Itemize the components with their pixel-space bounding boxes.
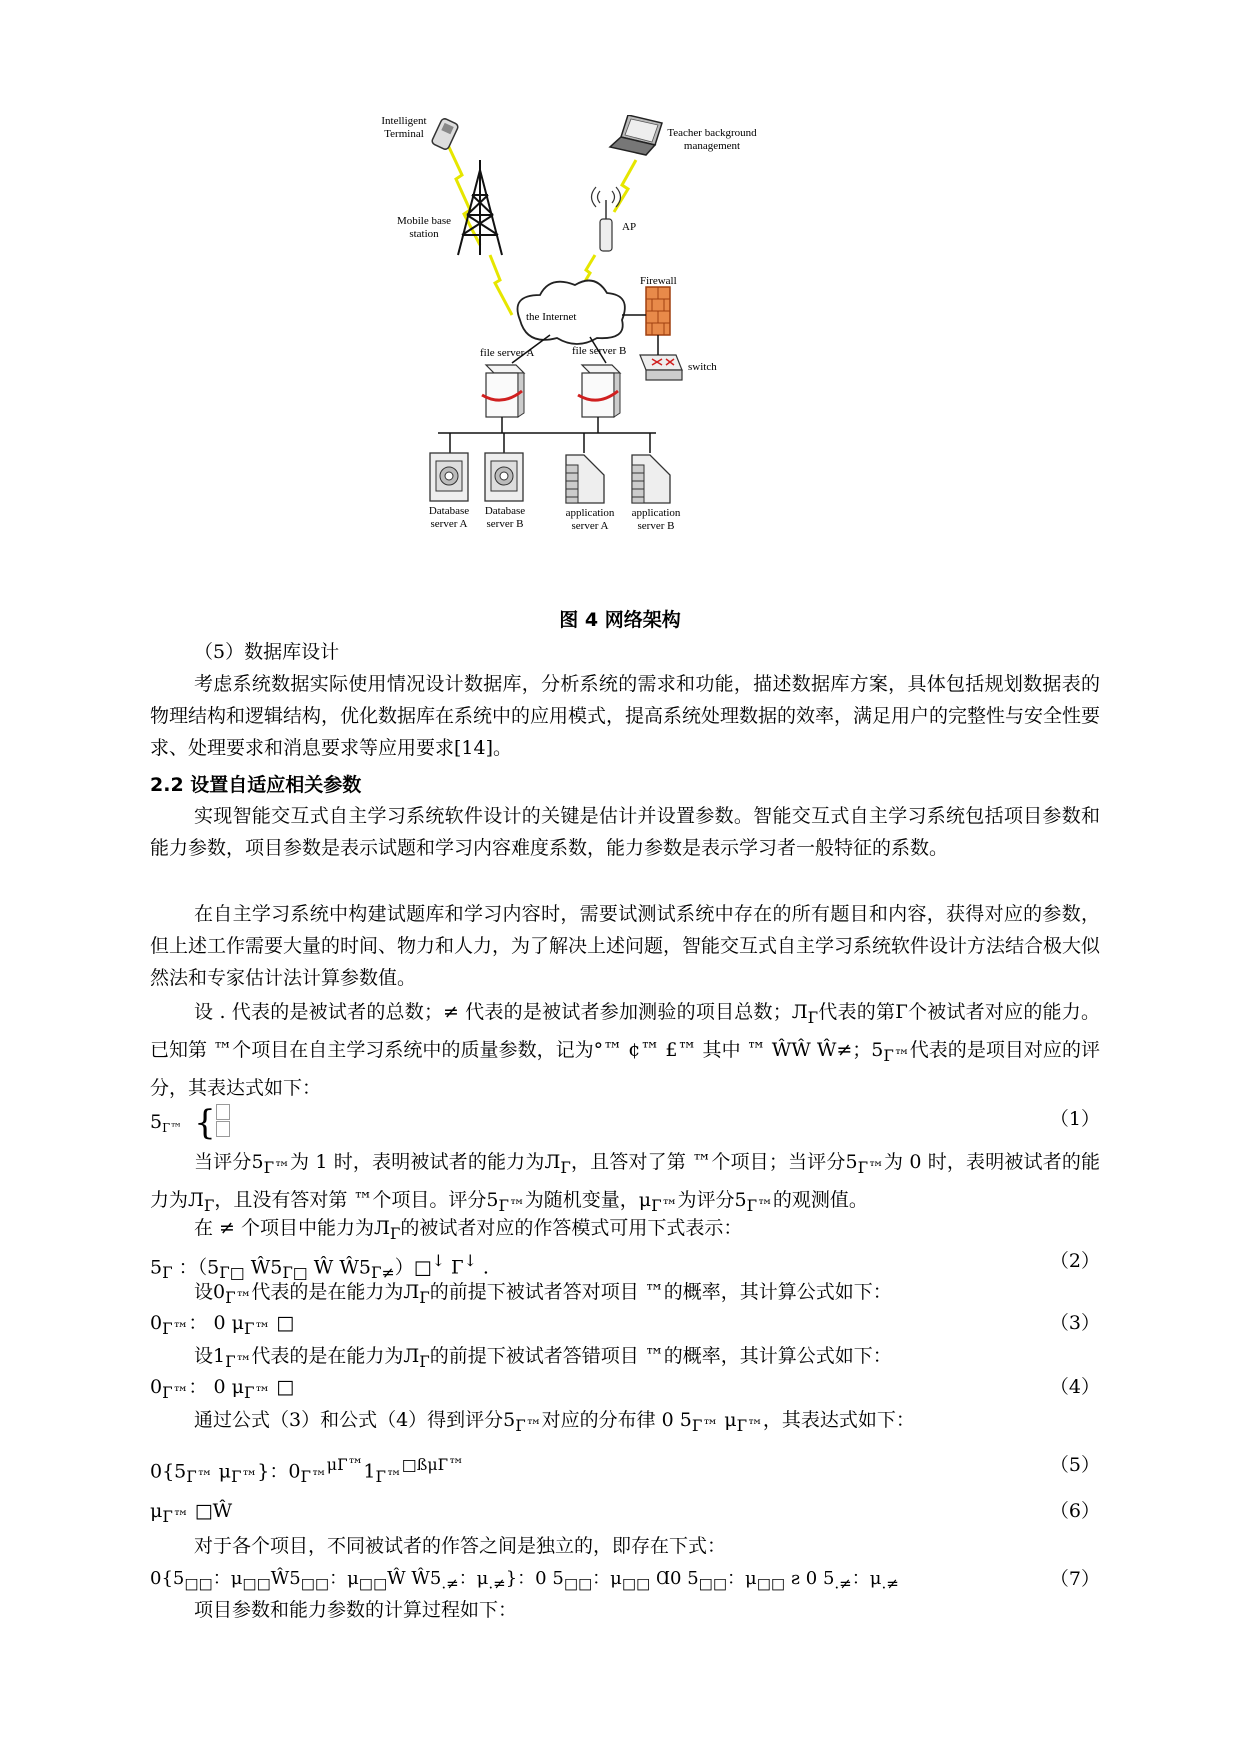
equation-1-body: $5_{Г™}$ { bbox=[150, 1104, 230, 1143]
equation-6-number: （6） bbox=[1049, 1500, 1100, 1522]
equation-1-number: （1） bbox=[1049, 1108, 1100, 1130]
application-server-a-icon bbox=[566, 455, 604, 503]
section-heading-2-2: 2.2 设置自适应相关参数 bbox=[150, 774, 362, 796]
equation-2-number: （2） bbox=[1049, 1250, 1100, 1272]
paragraph-score-meaning: 当评分$5_{Г™}$为 1 时，表明被试者的能力为$Л_Г$，且答对了第 ™个项目；当评分$5_{Г™}$为 0 时，表明被试者的能力为$Л_Г$，且没有答对第 ™个项目。评分$5_{Г™}$为随机变量，$\mu_{Г™}$为评分$5_{Г™}$的观测值。 bbox=[150, 1151, 1101, 1215]
label-intelligent-terminal: Intelligent Terminal bbox=[381, 115, 427, 140]
label-application-server-a: application server A bbox=[565, 507, 615, 532]
label-firewall: Firewall bbox=[640, 275, 677, 287]
laptop-icon bbox=[610, 115, 662, 155]
label-ap: AP bbox=[622, 221, 637, 233]
equation-2-body: $5_Г$ ：（$5_{Г□}$ $Ŵ5_{Г□}$ Ŵ $Ŵ5_{Г\ne})□^↓$ Г↓ . bbox=[150, 1251, 489, 1283]
paragraph-test-bank: 在自主学习系统中构建试题库和学习内容时，需要试测试系统中存在的所有题目和内容，获得对应的参数，但上述工作需要大量的时间、物力和人力，为了解决上述问题，智能交互式自主学习系统软件设计方法结合极大似然法和专家估计法计算参数值。 bbox=[150, 903, 1101, 989]
equation-3-body: $0_{Г™}$： 0 $\mu_{Г™}$ □ bbox=[150, 1312, 295, 1338]
paragraph-correct-probability: 设$0_{Г™}$代表的是在能力为$Л_Г$的前提下被试者答对项目 ™的概率，其计算公式如下： bbox=[194, 1281, 892, 1307]
equation-6 bbox=[150, 1496, 1100, 1526]
file-server-b-icon bbox=[578, 365, 620, 417]
equation-4-number: （4） bbox=[1049, 1376, 1100, 1398]
database-server-a-icon bbox=[430, 453, 468, 501]
label-file-server-b: file server B bbox=[572, 345, 627, 357]
database-server-b-icon bbox=[485, 453, 523, 501]
figure-caption: 图 4 网络架构 bbox=[559, 609, 681, 631]
label-switch: switch bbox=[688, 361, 717, 373]
firewall-icon bbox=[646, 287, 670, 335]
paragraph-response-pattern: 在 ≠ 个项目中能力为$Л_Г$的被试者对应的作答模式可用下式表示： bbox=[194, 1217, 743, 1243]
phone-icon bbox=[431, 118, 459, 151]
file-server-a-icon bbox=[482, 365, 524, 417]
access-point-icon bbox=[592, 187, 621, 251]
wireless-link-base bbox=[490, 255, 512, 315]
paragraph-definitions: 设 . 代表的是被试者的总数；≠ 代表的是被试者参加测验的项目总数；$Л_Г$代表的第Г个被试者对应的能力。已知第 ™个项目在自主学习系统中的质量参数，记为°™ ¢™ £™ 其中 ™ ŴŴ Ŵ≠；$5_{Г™}$代表的是项目对应的评分，其表达式如下： bbox=[150, 1001, 1100, 1099]
equation-2 bbox=[150, 1246, 1100, 1283]
label-application-server-b: application server B bbox=[631, 507, 681, 532]
cell-tower-icon bbox=[458, 160, 502, 255]
label-database-server-a: Database server A bbox=[428, 505, 470, 530]
label-database-server-b: Database server B bbox=[484, 505, 526, 530]
equation-5 bbox=[150, 1450, 1100, 1487]
paragraph-calculation: 项目参数和能力参数的计算过程如下： bbox=[194, 1599, 518, 1621]
label-mobile-base-station: Mobile base station bbox=[396, 215, 452, 240]
label-internet: the Internet bbox=[526, 311, 577, 323]
network-architecture-figure bbox=[381, 115, 860, 605]
equation-1 bbox=[150, 1103, 1100, 1143]
wireless-link-teacher bbox=[614, 160, 636, 212]
application-server-b-icon bbox=[632, 455, 670, 503]
equation-7-number: （7） bbox=[1049, 1568, 1100, 1590]
paragraph-wrong-probability: 设$1_{Г™}$代表的是在能力为$Л_Г$的前提下被试者答错项目 ™的概率，其计算公式如下： bbox=[194, 1345, 892, 1371]
paragraph-database: 考虑系统数据实际使用情况设计数据库，分析系统的需求和功能，描述数据库方案，具体包括规划数据表的物理结构和逻辑结构，优化数据库在系统中的应用模式，提高系统处理数据的效率，满足用户的完整性与安全性要求、处理要求和消息要求等应用要求[14]。 bbox=[150, 673, 1101, 759]
switch-icon bbox=[640, 355, 682, 380]
equation-7 bbox=[150, 1564, 1100, 1594]
equation-3-number: （3） bbox=[1049, 1312, 1100, 1334]
equation-6-body: $\mu_{Г™}$ □Ŵ bbox=[150, 1500, 233, 1526]
label-file-server-a: file server A bbox=[480, 347, 535, 359]
item-database-design: （5）数据库设计 bbox=[194, 641, 340, 663]
label-teacher-management: Teacher background management bbox=[667, 127, 757, 152]
paragraph-independence: 对于各个项目，不同被试者的作答之间是独立的，即存在下式： bbox=[194, 1535, 727, 1557]
equation-4 bbox=[150, 1372, 1100, 1402]
equation-7-body: $0\{5_{□□}$：$\mu_{□□}Ŵ5_{□□}$：$\mu_{□□}Ŵ$ $Ŵ5_{.\ne}$：$\mu_{.\ne}$}：0 $5_{□□}$：$\mu_{□□}$ Ɑ0 $5_{□□}$：$\mu_{□□}$ ƨ 0 $5_{.\ne}$：$\mu_{.\ne}$ bbox=[150, 1568, 899, 1593]
paragraph-distribution: 通过公式（3）和公式（4）得到评分$5_{Г™}$对应的分布律 0 $5_{Г™}$ $\mu_{Г™}$，其表达式如下： bbox=[194, 1409, 915, 1435]
equation-5-number: （5） bbox=[1049, 1454, 1100, 1476]
equation-3 bbox=[150, 1308, 1100, 1338]
equation-4-body: $0_{Г™}$： 0 $\mu_{Г™}$ □ bbox=[150, 1376, 295, 1402]
equation-5-body: $0\{5_{Г™}$ $\mu_{Г™}$}：$0_{Г™}^{\mu Г™}1_{Г™}^{□ß\mu Г™}$ bbox=[150, 1455, 464, 1487]
paragraph-parameters-intro: 实现智能交互式自主学习系统软件设计的关键是估计并设置参数。智能交互式自主学习系统包括项目参数和能力参数，项目参数是表示试题和学习内容难度系数，能力参数是表示学习者一般特征的系数。 bbox=[150, 805, 1100, 859]
